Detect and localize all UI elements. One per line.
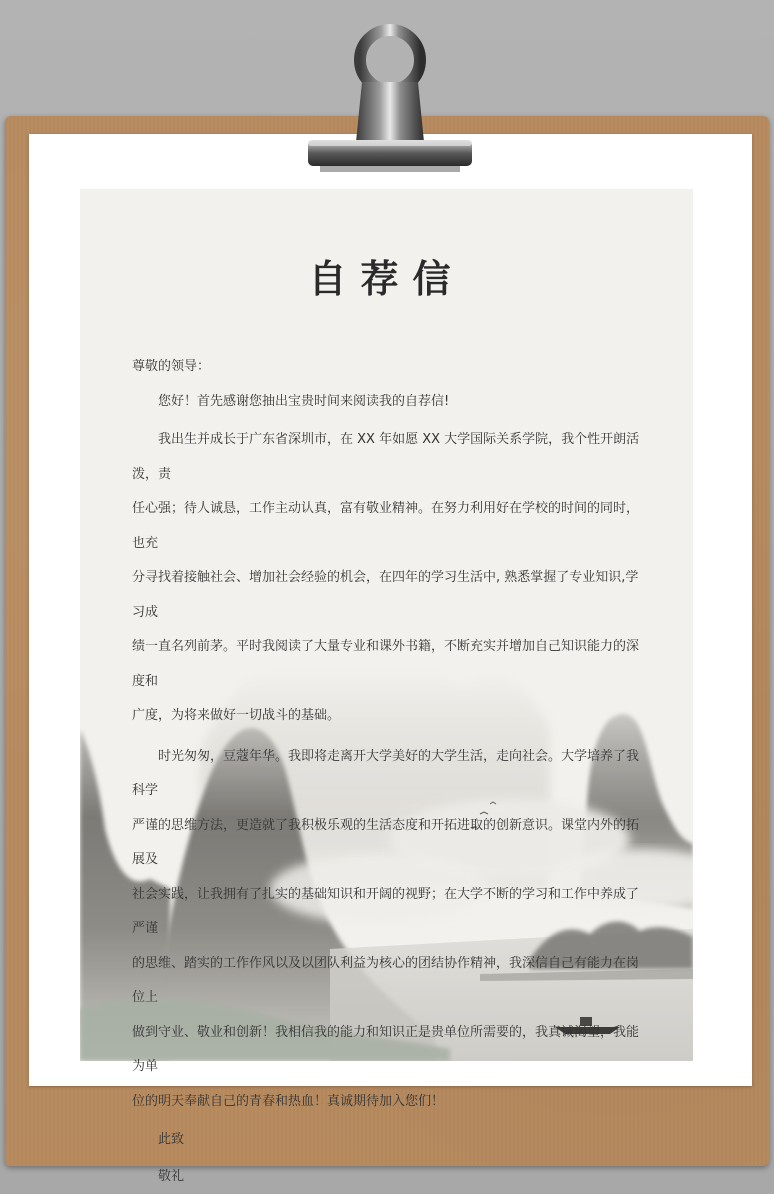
paragraph-2-line: 时光匆匆，豆蔻年华。我即将走离开大学美好的大学生活，走向社会。大学培养了我科学	[132, 748, 640, 798]
paragraph-2-line: 做到守业、敬业和创新！我相信我的能力和知识正是贵单位所需要的，我真诚渴望，我能为单	[132, 1024, 640, 1074]
paragraph-1-line: 广度，为将来做好一切战斗的基础。	[132, 708, 341, 723]
paragraph-2-line: 社会实践，让我拥有了扎实的基础知识和开阔的视野；在大学不断的学习和工作中养成了严谨	[132, 886, 640, 936]
paragraph-2-line: 严谨的思维方法，更造就了我积极乐观的生活态度和开拓进取的创新意识。课堂内外的拓展及	[132, 817, 640, 867]
greeting: 您好！首先感谢您抽出宝贵时间来阅读我的自荐信!	[158, 393, 450, 409]
paragraph-2	[132, 740, 644, 1120]
salutation: 尊敬的领导：	[132, 359, 211, 374]
paragraph-1-line: 任心强；待人诚恳，工作主动认真，富有敬业精神。在努力利用好在学校的时间的同时，也充	[132, 501, 640, 551]
paragraph-1-line: 我出生并成长于广东省深圳市，在 XX 年如愿 XX 大学国际关系学院，我个性开朗活泼，责	[132, 432, 640, 482]
paragraph-2-line: 的思维、踏实的工作作风以及以团队利益为核心的团结协作精神，我深信自己有能力在岗位上	[132, 955, 640, 1005]
closing-regards: 此致	[158, 1132, 185, 1147]
paragraph-2-line: 位的明天奉献自己的青春和热血！真诚期待加入您们！	[132, 1093, 445, 1109]
letter-body	[132, 350, 644, 1194]
letter-title: 自荐信	[308, 257, 465, 301]
paragraph-1	[132, 423, 644, 734]
paragraph-1-line: 分寻找着接触社会、增加社会经验的机会，在四年的学习生活中, 熟悉掌握了专业知识,学习成	[132, 570, 639, 620]
closing-salute: 敬礼	[158, 1168, 185, 1184]
binder-clip-icon	[300, 22, 480, 182]
paragraph-1-line: 绩一直名列前茅。平时我阅读了大量专业和课外书籍，不断充实并增加自己知识能力的深度和	[132, 639, 640, 689]
